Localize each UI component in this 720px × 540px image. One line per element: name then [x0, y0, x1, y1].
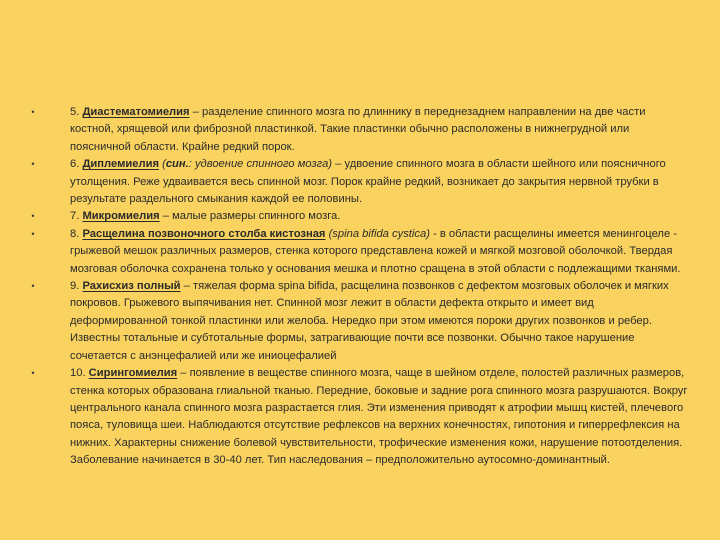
item-term: Диастематомиелия	[82, 106, 190, 118]
item-synonym-text: (spina bifida cystica)	[325, 227, 430, 240]
bullet-icon: •	[31, 368, 35, 379]
bullet-icon: •	[31, 228, 35, 239]
item-number: 10.	[70, 367, 89, 380]
item-text: – удвоение спинного мозга в области шейного или поясничного утолщения. Реже удваивается весь спинной мозг. Порок крайне редкий, возникает до закрытия нервной трубки в результате раздельного смыкания каждой ее половины.	[70, 158, 666, 206]
item-term: Расщелина позвоночного столба кистозная	[82, 227, 326, 240]
list-item-diplomyelia	[28, 156, 688, 208]
list-item-diastematomyelia	[28, 104, 688, 156]
item-term: Диплемиелия	[82, 158, 159, 171]
item-text: – разделение спинного мозга по длиннику в переднезаднем направлении на две части костной, хрящевой или фиброзной пластинкой. Такие пластинки обычно расположены в нижнегрудной или поясничной области. Крайне редкий порок.	[70, 106, 646, 153]
item-number: 9.	[70, 280, 83, 293]
bullet-list	[28, 104, 688, 470]
list-item-rachischisis	[28, 278, 688, 365]
list-item-micromyelia	[28, 208, 688, 225]
item-text: – появление в веществе спинного мозга, чаще в шейном отделе, полостей различных размеров, стенка которых образована глиальной тканью. Передние, боковые и задние рога спинного мозга разрушаются. Вокруг центрального канала спинного мозга разрастается глия. Эти изменения приводят к атрофии мышц кистей, плечевого пояса, туловища шеи. Наблюдаются отсутствие рефлексов на верхних конечностях, гипотония и гиперрефлексия на нижних. Характерны снижение болевой чувствительности, трофические изменения кожи, нарушение потоотделения. Заболевание начинается в 30-40 лет. Тип наследования – предположительно аутосомно-доминантный.	[70, 367, 688, 467]
item-number: 6.	[70, 158, 83, 171]
item-term: Сирингомиелия	[88, 367, 178, 380]
item-number: 8.	[70, 227, 83, 240]
bullet-icon: •	[31, 281, 35, 292]
item-text: - в области расщелины имеется менингоцеле - грыжевой мешок различных размеров, стенка которого представлена кожей и мягкой мозговой оболочкой. Твердая мозговая оболочка сохранена только у основания мешка и плотно сращена в этой области с подлежащими тканями.	[70, 227, 681, 275]
item-synonym-head: син.	[165, 158, 189, 171]
bullet-icon: •	[31, 107, 35, 117]
bullet-icon: •	[31, 211, 35, 222]
slide-content	[28, 104, 688, 470]
list-item-syringomyelia	[28, 365, 688, 469]
item-term: Рахисхиз полный	[82, 280, 181, 293]
item-number: 5.	[70, 106, 83, 118]
item-synonym-text: : удвоение спинного мозга)	[188, 158, 333, 171]
bullet-icon: •	[31, 159, 35, 170]
item-text: – тяжелая форма spina bifida, расщелина позвонков с дефектом мозговых оболочек и мягких покровов. Грыжевого выпячивания нет. Спинной мозг лежит в области дефекта открыто и имеет вид деформированной тонкой пластинки или желоба. Нередко при этом имеются пороки других позвонков и ребер. Известны тотальные и субтотальные формы, затрагивающие почти все позвонки. Обычно такое нарушение сочетается с анэнцефалией или же иниоцефалией	[70, 280, 669, 362]
item-text: – малые размеры спинного мозга.	[159, 210, 341, 223]
item-number: 7.	[70, 210, 83, 223]
list-item-spina-bifida-cystica	[28, 226, 688, 278]
item-synonym-open: (	[158, 158, 166, 171]
item-term: Микромиелия	[82, 210, 160, 223]
